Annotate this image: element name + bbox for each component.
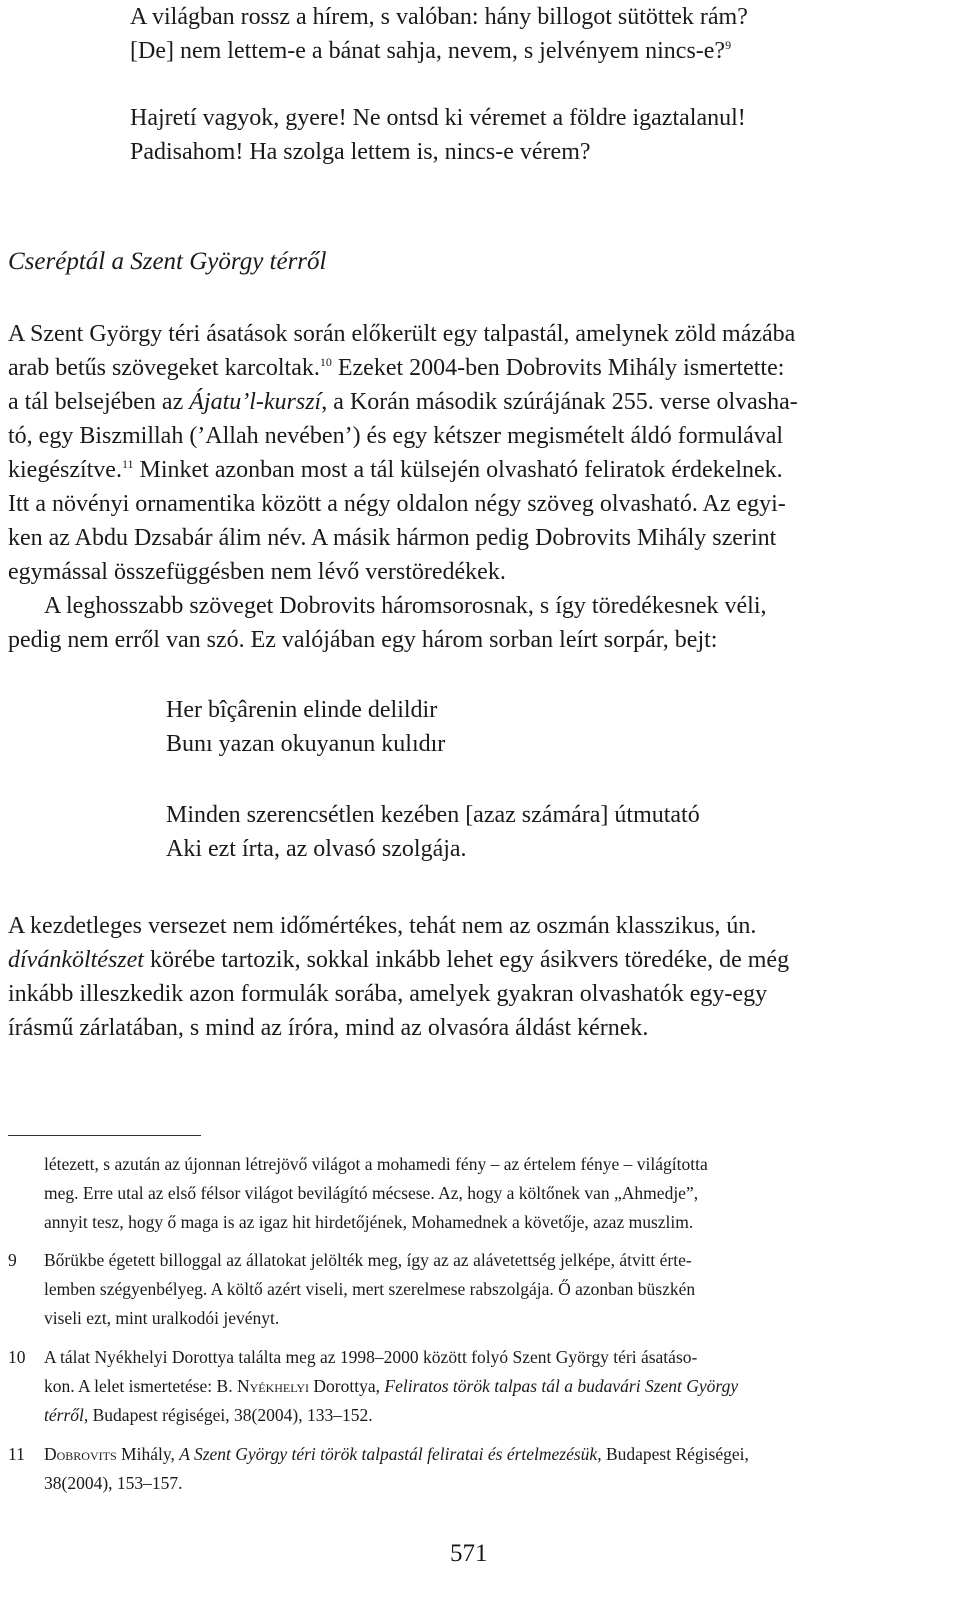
- verse-line: A világban rossz a hírem, s valóban: hány billogot sütöttek rám?: [130, 4, 748, 30]
- footnote-rule: [8, 1135, 201, 1136]
- work-title: térről,: [44, 1405, 89, 1425]
- paragraph-line: egymással összefüggésben nem lévő verstöredékek.: [8, 559, 506, 585]
- footnote-line: Bőrükbe égetett billoggal az állatokat jelölték meg, így az az alávetettség jelképe, átvitt érte-: [44, 1250, 692, 1270]
- footnote-number: 11: [8, 1444, 25, 1464]
- work-title: Feliratos török talpas tál a budavári Szent György: [384, 1376, 739, 1396]
- paragraph-line: Itt a növényi ornamentika között a négy oldalon négy szöveg olvasható. Az egyi-: [8, 491, 786, 517]
- paragraph-line: ken az Abdu Dzsabár álim név. A másik hármon pedig Dobrovits Mihály szerint: [8, 525, 777, 551]
- footnote-line: létezett, s azután az újonnan létrejövő világot a mohamedi fény – az értelem fénye – világította: [44, 1154, 708, 1174]
- verse-line: [130, 34, 731, 68]
- text: kon. A lelet ismertetése: B.: [44, 1376, 237, 1396]
- paragraph-line: [8, 385, 798, 419]
- footnote-line: viseli ezt, mint uralkodói jevényt.: [44, 1308, 280, 1328]
- paragraph-line: [8, 943, 789, 977]
- text: Mihály,: [116, 1444, 180, 1464]
- verse-text: [De] nem lettem-e a bánat sahja, nevem, s jelvényem nincs-e?: [130, 38, 726, 64]
- text: Budapest Régiségei,: [601, 1444, 749, 1464]
- text: arab betűs szövegeket karcoltak.: [8, 355, 320, 381]
- page-number: 571: [450, 1540, 488, 1567]
- footnote-ref: 9: [725, 38, 732, 52]
- text: kiegészítve.: [8, 457, 122, 483]
- author-name: Dobrovits: [44, 1444, 117, 1464]
- section-heading: Cseréptál a Szent György térről: [8, 248, 327, 275]
- text: Ezeket 2004-ben Dobrovits Mihály ismertette:: [331, 355, 785, 381]
- footnote-line: [44, 1373, 738, 1399]
- quote-line: Bunı yazan okuyanun kulıdır: [166, 731, 446, 757]
- paragraph-line: A kezdetleges versezet nem időmértékes, tehát nem az oszmán klasszikus, ún.: [8, 913, 757, 939]
- footnote-line: lemben szégyenbélyeg. A költő azért viseli, mert szerelmese rabszolgája. Ő azonban büszkén: [44, 1279, 696, 1299]
- paragraph-line: A Szent György téri ásatások során előkerült egy talpastál, amelynek zöld mázába: [8, 321, 796, 347]
- verse-line: Hajretí vagyok, gyere! Ne ontsd ki véremet a földre igaztalanul!: [130, 105, 746, 131]
- text: Budapest régiségei, 38(2004), 133–152.: [88, 1405, 373, 1425]
- footnote-line: [44, 1441, 749, 1467]
- quote-line: Aki ezt írta, az olvasó szolgája.: [166, 836, 467, 862]
- paragraph-line: inkább illeszkedik azon formulák sorába, amelyek gyakran olvashatók egy-egy: [8, 981, 768, 1007]
- text: Minket azonban most a tál külsején olvasható feliratok érdekelnek.: [133, 457, 783, 483]
- work-title: A Szent György téri török talpastál feliratai és értelmezésük,: [179, 1444, 602, 1464]
- footnote-line: meg. Erre utal az első félsor világot bevilágító mécsese. Az, hogy a költőnek van „Ahmedje”,: [44, 1183, 699, 1203]
- footnote-line: 38(2004), 153–157.: [44, 1473, 183, 1493]
- text: a tál belsejében az: [8, 389, 190, 415]
- paragraph-line: pedig nem erről van szó. Ez valójában egy három sorban leírt sorpár, bejt:: [8, 627, 718, 653]
- text: Dorottya,: [309, 1376, 385, 1396]
- verse-line: Padisahom! Ha szolga lettem is, nincs-e vérem?: [130, 139, 591, 165]
- footnote-line: A tálat Nyékhelyi Dorottya találta meg az 1998–2000 között folyó Szent György téri ásatáso-: [44, 1347, 698, 1367]
- footnote-ref: 10: [319, 355, 332, 369]
- quote-line: Her bîçârenin elinde delildir: [166, 697, 438, 723]
- footnote-number: 10: [8, 1347, 26, 1367]
- paragraph-line: írásmű zárlatában, s mind az íróra, mind az olvasóra áldást kérnek.: [8, 1015, 649, 1041]
- author-name: Nyékhelyi: [236, 1376, 310, 1396]
- footnote-line: [44, 1402, 373, 1428]
- footnote-number: 9: [8, 1250, 17, 1270]
- italic-term: dívánköltészet: [8, 947, 144, 973]
- text: körébe tartozik, sokkal inkább lehet egy ásikvers töredéke, de még: [143, 947, 790, 973]
- paragraph-line: A leghosszabb szöveget Dobrovits háromsorosnak, s így töredékesnek véli,: [44, 593, 767, 619]
- paragraph-line: [8, 351, 784, 385]
- footnote-ref: 11: [121, 457, 134, 471]
- italic-term: Ájatu’l-kurszí: [189, 389, 322, 415]
- paragraph-line: [8, 453, 783, 487]
- text: , a Korán második szúrájának 255. verse olvasha-: [321, 389, 798, 415]
- paragraph-line: tó, egy Biszmillah (’Allah nevében’) és egy kétszer megismételt áldó formulával: [8, 423, 784, 449]
- quote-line: Minden szerencsétlen kezében [azaz számára] útmutató: [166, 802, 700, 828]
- footnote-line: annyit tesz, hogy ő maga is az igaz hit hirdetőjének, Mohamednek a követője, azaz muszlim.: [44, 1212, 694, 1232]
